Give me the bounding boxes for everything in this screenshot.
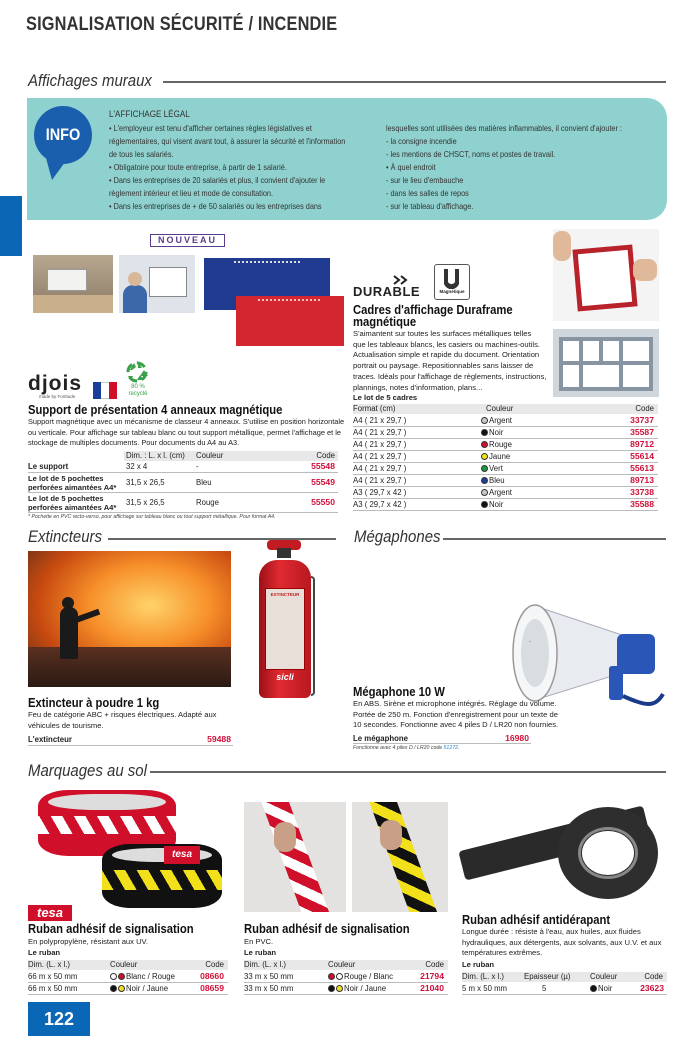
table-header: Epaisseur (µ) <box>524 972 571 981</box>
antislip-desc-line: températures extrêmes. <box>462 948 543 958</box>
extincteur-title: Extincteur à poudre 1 kg <box>28 696 160 710</box>
row-format: A4 ( 21 x 29,7 ) <box>353 476 407 485</box>
table-row <box>353 487 658 499</box>
table-header: Code <box>316 451 335 460</box>
row-color <box>481 500 503 509</box>
tesa-title: Ruban adhésif de signalisation <box>28 922 194 936</box>
row-dim: 5 m x 50 mm <box>462 984 508 993</box>
row-dim: 31,5 x 26,5 <box>126 478 165 487</box>
info-right-line: - la consigne incendie <box>386 136 457 146</box>
durable-lot: Le lot de 5 cadres <box>353 393 418 402</box>
megaphone-code: 16980 <box>505 733 529 743</box>
durable-desc-line: S'aimantent sur toutes les surfaces métalliques telles <box>353 329 532 338</box>
djois-table <box>28 451 338 513</box>
side-tab <box>0 196 22 256</box>
row-code: 21794 <box>420 971 444 981</box>
row-color: Bleu <box>196 478 212 487</box>
megaphone-desc-line: En ABS. Sirène et microphone intégrés. Réglage du volume. <box>353 699 557 708</box>
row-thickness: 5 <box>542 984 547 993</box>
extinguisher-image <box>249 540 329 700</box>
row-color <box>481 452 510 461</box>
info-left-line: • Dans les entreprises de + de 50 salariés ou les entreprises dans <box>109 201 322 211</box>
row-code: 55613 <box>630 463 654 473</box>
row-code: 21040 <box>420 983 444 993</box>
durable-description <box>353 329 548 393</box>
djois-logo-sub: made by Fortitude <box>39 394 76 399</box>
megaphone-description <box>353 699 563 731</box>
table-row <box>353 427 658 439</box>
extincteur-code: 59488 <box>207 734 231 744</box>
djois-product-title: Support de présentation 4 anneaux magnétique <box>28 403 283 417</box>
tesa-rolls-image <box>38 786 228 908</box>
table-header: Dim. (L. x l.) <box>462 972 505 981</box>
row-format: A4 ( 21 x 29,7 ) <box>353 416 407 425</box>
section-rule <box>150 771 666 773</box>
section-rule <box>443 538 666 540</box>
table-row <box>28 493 338 513</box>
info-right-line: - sur le lieu d'embauche <box>386 175 464 185</box>
product-photo-user <box>119 255 195 313</box>
table-row <box>353 415 658 427</box>
table-header: Dim. (L. x l.) <box>28 960 71 969</box>
nouveau-badge: NOUVEAU <box>150 234 225 247</box>
row-color-label: Vert <box>489 464 503 473</box>
table-row <box>353 463 658 475</box>
row-color <box>481 440 512 449</box>
pvc-tape-red-photo <box>244 802 346 912</box>
table-header: Code <box>635 404 654 413</box>
table-header: Couleur <box>328 960 356 969</box>
table-row <box>353 439 658 451</box>
product-photo-office <box>33 255 113 313</box>
row-dim: 66 m x 50 mm <box>28 984 78 993</box>
table-row <box>353 499 658 511</box>
row-format: A3 ( 29,7 x 42 ) <box>353 500 407 509</box>
row-code: 89713 <box>630 475 654 485</box>
djois-desc-line: Support magnétique avec un mécanisme de classeur 4 anneaux. S'utilise en position horizontale <box>28 417 345 426</box>
color-swatch <box>110 985 117 992</box>
row-format: A4 ( 21 x 29,7 ) <box>353 440 407 449</box>
table-header: Couleur <box>590 972 618 981</box>
fire-photo <box>28 551 231 687</box>
red-folder-image <box>236 296 344 346</box>
row-code: 08660 <box>200 971 224 981</box>
table-row <box>28 971 228 983</box>
color-swatch <box>110 973 117 980</box>
durable-photo-hands <box>553 229 659 321</box>
row-color <box>110 972 175 981</box>
table-header: Code <box>644 972 663 981</box>
row-format: A4 ( 21 x 29,7 ) <box>353 464 407 473</box>
page-number: 122 <box>28 1002 90 1036</box>
pvc-description: En PVC. <box>244 937 274 946</box>
color-swatch <box>481 489 488 496</box>
info-left-line: • Dans les entreprises de 20 salariés et plus, il convient d'ajouter le <box>109 175 326 185</box>
megaphone-note-text: Fonctionne avec 4 piles D / LR20 code <box>353 745 444 751</box>
row-color <box>590 984 612 993</box>
djois-description <box>28 417 348 449</box>
table-header: Code <box>205 960 224 969</box>
antislip-label: Le ruban <box>462 960 495 969</box>
row-color-label: Noir <box>598 984 613 993</box>
durable-title: Cadres d'affichage Duraframe <box>353 303 513 317</box>
info-right-line: - sur le tableau d'affichage. <box>386 201 474 211</box>
antislip-desc-line: Longue durée : résiste à l'eau, aux huiles, aux fluides <box>462 927 641 936</box>
row-code: 08659 <box>200 983 224 993</box>
color-swatch <box>481 441 488 448</box>
table-row <box>353 451 658 463</box>
table-header: Dim. (L. x l.) <box>244 960 287 969</box>
megaphone-note-end: . <box>457 745 460 751</box>
table-row <box>28 473 338 493</box>
durable-desc-line: Actualisation simple et rapide du document. Orientation <box>353 350 540 360</box>
row-dim: 31,5 x 26,5 <box>126 498 165 507</box>
row-code: 35587 <box>630 427 654 437</box>
color-swatch <box>481 465 488 472</box>
tesa-table <box>28 960 228 996</box>
row-dim: 66 m x 50 mm <box>28 972 78 981</box>
durable-desc-line: traces. Idéals pour l'affichage de règlements, instructions, <box>353 371 547 381</box>
row-format: A4 ( 21 x 29,7 ) <box>353 452 407 461</box>
row-label: Le lot de 5 pochettes perforées aimantées A4* <box>28 494 117 512</box>
antislip-title: Ruban adhésif antidérapant <box>462 913 611 927</box>
megaphone-note <box>353 745 459 751</box>
row-color: - <box>196 462 199 471</box>
djois-footnote: * Pochette en PVC recto-verso, pour affichage sur tableau blanc ou tout support métallique. Pour format A4. <box>28 514 276 520</box>
table-header: Couleur <box>486 404 514 413</box>
djois-desc-line: ou verticale. Pour affichage sur tableau blanc ou tout support métallique, permet l'affichage et le <box>28 427 341 437</box>
durable-desc-line: que les tableaux blancs, les casiers ou machines-outils. <box>353 339 540 349</box>
table-header: Couleur <box>110 960 138 969</box>
svg-text:◦: ◦ <box>529 639 531 645</box>
tesa-description: En polypropylène, résistant aux UV. <box>28 937 149 946</box>
row-code: 89712 <box>630 439 654 449</box>
row-code: 55549 <box>311 477 335 487</box>
info-right-line: - dans les salles de repos <box>386 188 469 198</box>
color-swatch <box>328 973 335 980</box>
info-left-line: • L'employeur est tenu d'afficher certaines règles législatives et <box>109 123 312 133</box>
magnet-label: Magnétique <box>439 289 465 294</box>
extincteur-desc-line: Feu de catégorie ABC + risques électriques. Adapté aux <box>28 710 217 719</box>
row-color-label: Blanc / Rouge <box>126 972 175 981</box>
row-code: 55548 <box>311 461 335 471</box>
row-color-label: Noir / Jaune <box>126 984 169 993</box>
antislip-table <box>462 972 667 996</box>
color-swatch <box>118 973 125 980</box>
recycle-icon <box>124 358 150 384</box>
megaphone-price-row <box>353 733 531 744</box>
pvc-table <box>244 960 448 996</box>
sicli-logo: sicli <box>276 672 294 682</box>
row-color-label: Rouge / Blanc <box>344 972 393 981</box>
color-swatch <box>481 477 488 484</box>
pvc-tape-yellow-photo <box>352 802 448 912</box>
extincteur-label: L'extincteur <box>28 735 72 744</box>
row-dim: 32 x 4 <box>126 462 148 471</box>
table-row <box>244 971 448 983</box>
color-swatch <box>590 985 597 992</box>
info-right-column <box>386 122 661 213</box>
row-color <box>481 488 512 497</box>
recycle-label: recyclé <box>128 391 148 397</box>
info-left-line: • Obligatoire pour toute entreprise, à partir de 1 salarié. <box>109 162 287 172</box>
djois-logo: djois <box>28 372 83 395</box>
row-color <box>481 416 512 425</box>
row-code: 23623 <box>640 983 664 993</box>
info-badge-label: INFO <box>45 125 81 144</box>
durable-logo-chevron-icon <box>392 275 410 285</box>
row-color-label: Noir / Jaune <box>344 984 387 993</box>
row-label: Le support <box>28 462 69 471</box>
info-left-column <box>109 122 374 213</box>
row-color-label: Argent <box>489 416 512 425</box>
table-row <box>28 983 228 995</box>
info-left-line: de tous les salariés. <box>109 149 174 159</box>
tesa-roll-logo: tesa <box>164 846 200 864</box>
row-label: Le lot de 5 pochettes perforées aimantées A4* <box>28 474 117 492</box>
section-title-megaphones: Mégaphones <box>354 527 441 546</box>
row-color <box>328 972 393 981</box>
extincteur-description <box>28 710 233 731</box>
color-swatch <box>328 985 335 992</box>
table-row <box>244 983 448 995</box>
durable-desc-line: portrait ou paysage. Repositionnables sans laisser de <box>353 361 534 371</box>
row-dim: 33 m x 50 mm <box>244 984 294 993</box>
table-row <box>353 475 658 487</box>
row-color-label: Noir <box>489 500 504 509</box>
durable-title-2: magnétique <box>353 315 417 329</box>
french-flag-icon <box>93 382 117 399</box>
info-right-line: • À quel endroit <box>386 162 436 172</box>
row-color-label: Noir <box>489 428 504 437</box>
row-color-label: Argent <box>489 488 512 497</box>
row-color <box>481 476 505 485</box>
row-code: 33738 <box>630 487 654 497</box>
row-code: 55614 <box>630 451 654 461</box>
table-header: Couleur <box>196 451 224 460</box>
section-title-extincteurs: Extincteurs <box>28 527 103 546</box>
info-right-line: - les mentions de CHSCT, noms et postes de travail. <box>386 149 556 159</box>
section-rule <box>163 81 666 83</box>
extincteur-price-row <box>28 734 233 746</box>
page-title: SIGNALISATION SÉCURITÉ / INCENDIE <box>26 14 338 35</box>
table-row <box>462 983 667 995</box>
antislip-description <box>462 927 667 959</box>
pvc-label: Le ruban <box>244 948 277 957</box>
tesa-logo: tesa <box>28 905 72 921</box>
megaphone-title: Mégaphone 10 W <box>353 685 445 699</box>
megaphone-label: Le mégaphone <box>353 734 409 743</box>
info-badge-tail <box>46 158 70 182</box>
color-swatch <box>118 985 125 992</box>
row-format: A3 ( 29,7 x 42 ) <box>353 488 407 497</box>
color-swatch <box>481 429 488 436</box>
row-color-label: Bleu <box>489 476 505 485</box>
durable-desc-line: plannings, notes d'information, plans... <box>353 382 483 392</box>
row-color <box>110 984 168 993</box>
antislip-tape-image <box>462 803 667 911</box>
row-color <box>481 464 503 473</box>
row-color-label: Rouge <box>489 440 512 449</box>
antislip-desc-line: hydrauliques, aux détergents, aux solvants, aux U.V. et aux <box>462 937 662 947</box>
table-header: Dim. : L. x l. (cm) <box>126 451 185 460</box>
table-header: Code <box>425 960 444 969</box>
recycle-percent: 80 % <box>131 384 145 390</box>
row-dim: 33 m x 50 mm <box>244 972 294 981</box>
extinguisher-label: EXTINCTEUR <box>270 592 300 597</box>
table-header: Format (cm) <box>353 404 396 413</box>
megaphone-desc-line: Portée de 250 m. Fonction d'enregistrement pour un texte de <box>353 709 558 719</box>
info-left-line: réglementaires, qui visent avant tout, à assurer la sécurité et l'information <box>109 136 346 146</box>
color-swatch <box>481 453 488 460</box>
row-code: 35588 <box>630 499 654 509</box>
megaphone-desc-line: 10 secondes. Fonctionne avec 4 piles D / LR20 non fournies. <box>353 720 559 730</box>
color-swatch <box>336 973 343 980</box>
row-color: Rouge <box>196 498 219 507</box>
table-row <box>28 461 338 473</box>
row-code: 55550 <box>311 497 335 507</box>
row-code: 33737 <box>630 415 654 425</box>
info-left-line: règlement intérieur et lieu et mode de consultation. <box>109 188 273 198</box>
color-swatch <box>481 501 488 508</box>
tesa-label: Le ruban <box>28 948 61 957</box>
durable-logo: DURABLE <box>353 284 421 299</box>
pvc-title: Ruban adhésif de signalisation <box>244 922 410 936</box>
djois-desc-line: stockage de multiples documents. Pour documents du A4 au A3. <box>28 438 240 447</box>
megaphone-note-code[interactable]: 51272 <box>443 745 458 751</box>
info-heading: L'AFFICHAGE LÉGAL <box>109 109 190 119</box>
row-format: A4 ( 21 x 29,7 ) <box>353 428 407 437</box>
color-swatch <box>336 985 343 992</box>
row-color <box>328 984 386 993</box>
row-color <box>481 428 503 437</box>
section-title-affichages: Affichages muraux <box>28 71 152 90</box>
row-color-label: Jaune <box>489 452 511 461</box>
extincteur-desc-line: véhicules de tourisme. <box>28 720 104 730</box>
durable-table <box>353 404 658 512</box>
durable-photo-board <box>553 329 659 397</box>
magnet-badge <box>434 264 470 300</box>
color-swatch <box>481 417 488 424</box>
magnet-icon <box>435 265 468 289</box>
info-right-line: lesquelles sont utilisées des matières inflammables, il convient d'ajouter : <box>386 123 622 133</box>
section-title-marquages: Marquages au sol <box>28 761 147 780</box>
